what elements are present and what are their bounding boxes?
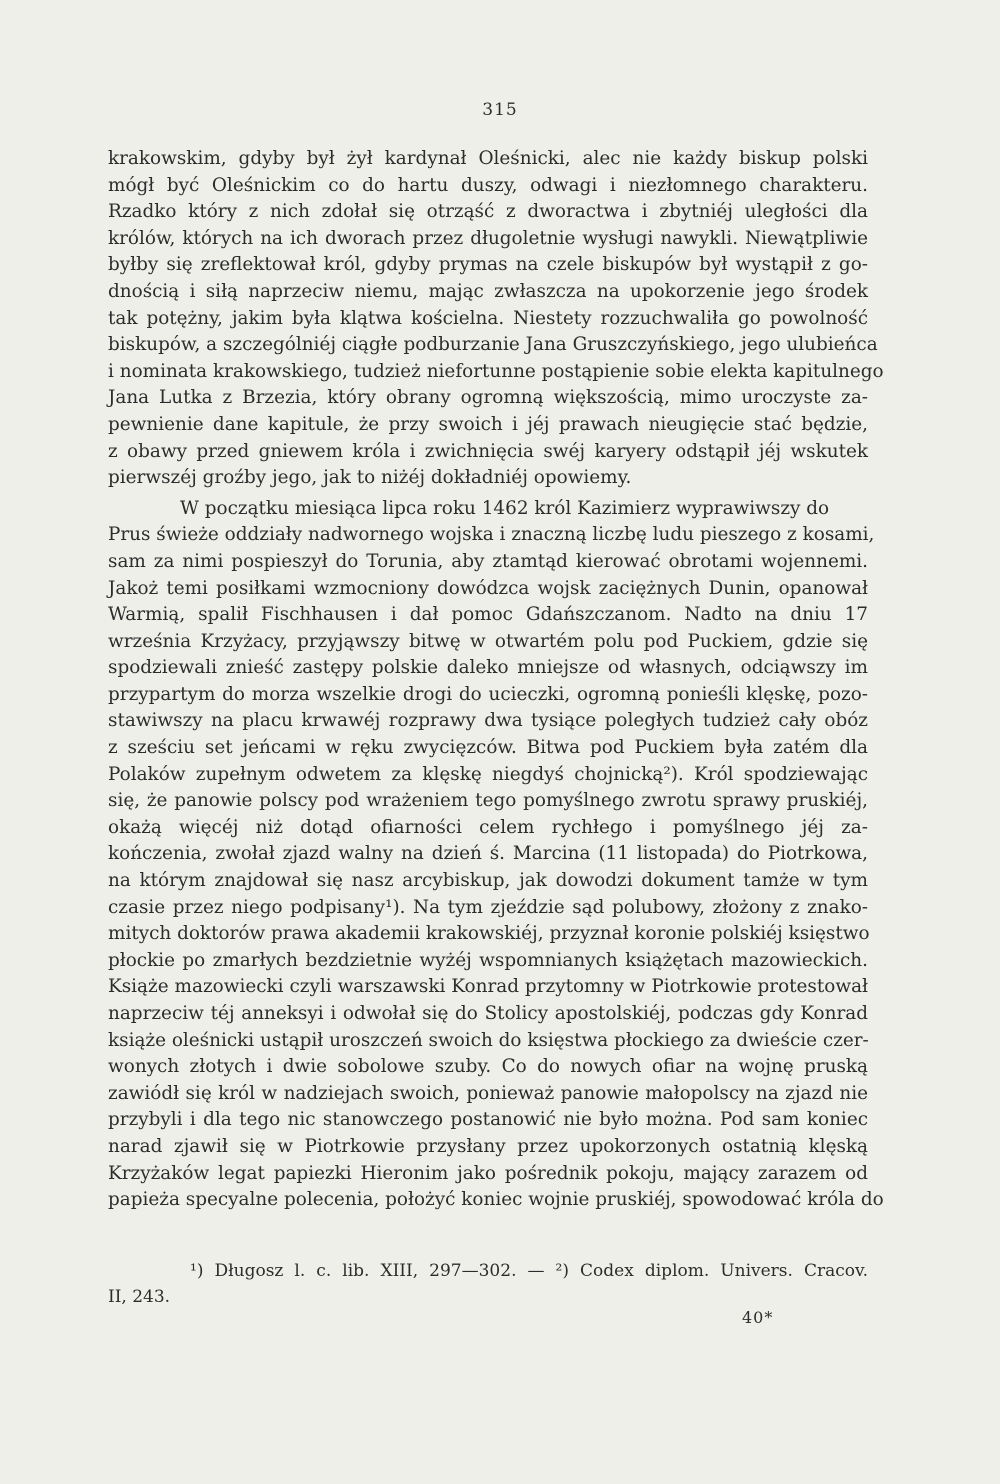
text-line: wonych złotych i dwie sobolowe szuby. Co do nowych ofiar na wojnę pruską <box>108 1056 868 1078</box>
text-line: kończenia, zwołał zjazd walny na dzień ś. Marcina (11 listopada) do Piotrkowa, <box>108 843 868 865</box>
text-line: W początku miesiąca lipca roku 1462 król Kazimierz wyprawiwszy do <box>180 497 830 519</box>
text-line: Rzadko który z nich zdołał się otrząść z dworactwa i zbytniéj uległości dla <box>108 201 868 223</box>
text-line: dnością i siłą naprzeciw niemu, mając zwłaszcza na upokorzenie jego środek <box>108 280 868 302</box>
text-line: z sześciu set jeńcami w ręku zwycięzców. Bitwa pod Puckiem była zatém dla <box>108 737 868 759</box>
footnote-line-1: ¹) Długosz l. c. lib. XIII, 297—302. — ²) Codex diplom. Univers. Cracov. <box>190 1261 868 1281</box>
signature-mark: 40* <box>742 1308 774 1327</box>
text-line: krakowskim, gdyby był żył kardynał Oleśnicki, alec nie każdy biskup polski <box>108 148 868 169</box>
text-line: stawiwszy na placu krwawéj rozprawy dwa tysiące poległych tudzież cały obóz <box>108 710 868 732</box>
text-line: byłby się zreflektował król, gdyby prymas na czele biskupów był wystąpił z go- <box>108 254 868 276</box>
text-line: książe oleśnicki ustąpił uroszczeń swoich do księstwa płockiego za dwieście czer- <box>108 1029 869 1051</box>
text-line: Książe mazowiecki czyli warszawski Konrad przytomny w Piotrkowie protestował <box>108 976 868 998</box>
text-line: mitych doktorów prawa akademii krakowskiéj, przyznał koronie polskiéj księstwo <box>108 923 870 945</box>
footnote-line-2: II, 243. <box>108 1287 171 1307</box>
text-line: biskupów, a szczególniéj ciągłe podburzanie Jana Gruszczyńskiego, jego ulubieńca <box>108 334 878 356</box>
text-line: się, że panowie polscy pod wrażeniem tego pomyślnego zwrotu sprawy pruskiéj, <box>108 790 868 812</box>
text-line: okażą więcéj niż dotąd ofiarności celem rychłego i pomyślnego jéj za- <box>108 816 868 838</box>
text-line: zawiódł się król w nadziejach swoich, ponieważ panowie małopolscy na zjazd nie <box>108 1082 868 1104</box>
paragraph-1 <box>108 146 884 492</box>
text-line: na którym znajdował się nasz arcybiskup, jak dowodzi dokument tamże w tym <box>108 870 868 892</box>
text-line: narad zjawił się w Piotrkowie przysłany przez upokorzonych ostatnią klęską <box>108 1135 868 1157</box>
text-line: płockie po zmarłych bezdzietnie wyżéj wspomnianych książętach mazowieckich. <box>108 949 868 971</box>
text-line: papieża specyalne polecenia, położyć koniec wojnie pruskiéj, spowodować króla do <box>108 1189 884 1211</box>
text-line: spodziewali znieść zastępy polskie daleko mniejsze od własnych, odciąwszy im <box>108 657 868 679</box>
text-line: mógł być Oleśnickim co do hartu duszy, odwagi i niezłomnego charakteru. <box>108 174 868 196</box>
text-line: tak potężny, jakim była klątwa kościelna. Niestety rozzuchwaliła go powolność <box>108 307 868 329</box>
text-line: przybyli i dla tego nic stanowczego postanowić nie było można. Pod sam koniec <box>108 1109 868 1131</box>
text-line: września Krzyżacy, przyjąwszy bitwę w otwartém polu pod Puckiem, gdzie się <box>108 630 868 652</box>
text-line: sam za nimi pospieszył do Torunia, aby ztamtąd kierować obrotami wojennemi. <box>108 550 868 572</box>
text-line: czasie przez niego podpisany¹). Na tym zjeździe sąd polubowy, złożony z znako- <box>108 896 868 918</box>
text-line: Polaków zupełnym odwetem za klęskę niegdyś chojnicką²). Król spodziewając <box>108 763 868 785</box>
text-line: pierwszéj groźby jego, jak to niżéj dokładniéj opowiemy. <box>108 467 632 489</box>
text-line: królów, których na ich dworach przez długoletnie wysługi nawykli. Niewątpliwie <box>108 227 868 249</box>
text-line: Jana Lutka z Brzezia, który obrany ogromną większością, mimo uroczyste za- <box>108 387 868 409</box>
text-line: z obawy przed gniewem króla i zwichnięcia swéj karyery odstąpił jéj wskutek <box>108 440 868 462</box>
paragraph-2 <box>108 496 884 1214</box>
body-text <box>108 146 884 1214</box>
page-number: 315 <box>482 100 518 120</box>
text-line: przypartym do morza wszelkie drogi do ucieczki, ogromną ponieśli klęskę, pozo- <box>108 683 868 705</box>
text-line: Prus świeże oddziały nadwornego wojska i znaczną liczbę ludu pieszego z kosami, <box>108 524 875 546</box>
text-line: Krzyżaków legat papiezki Hieronim jako pośrednik pokoju, mający zarazem od <box>108 1162 868 1184</box>
footnotes <box>108 1258 868 1310</box>
text-line: pewnienie dane kapitule, że przy swoich i jéj prawach nieugięcie stać będzie, <box>108 413 868 435</box>
text-line: Jakoż temi posiłkami wzmocniony dowódzca wojsk zaciężnych Dunin, opanował <box>108 577 868 599</box>
text-line: Warmią, spalił Fischhausen i dał pomoc Gdańszczanom. Nadto na dniu 17 <box>108 604 868 626</box>
text-line: naprzeciw téj anneksyi i odwołał się do Stolicy apostolskiéj, podczas gdy Konrad <box>108 1003 868 1024</box>
text-line: i nominata krakowskiego, tudzież niefortunne postąpienie sobie elekta kapitulnego <box>108 360 884 382</box>
